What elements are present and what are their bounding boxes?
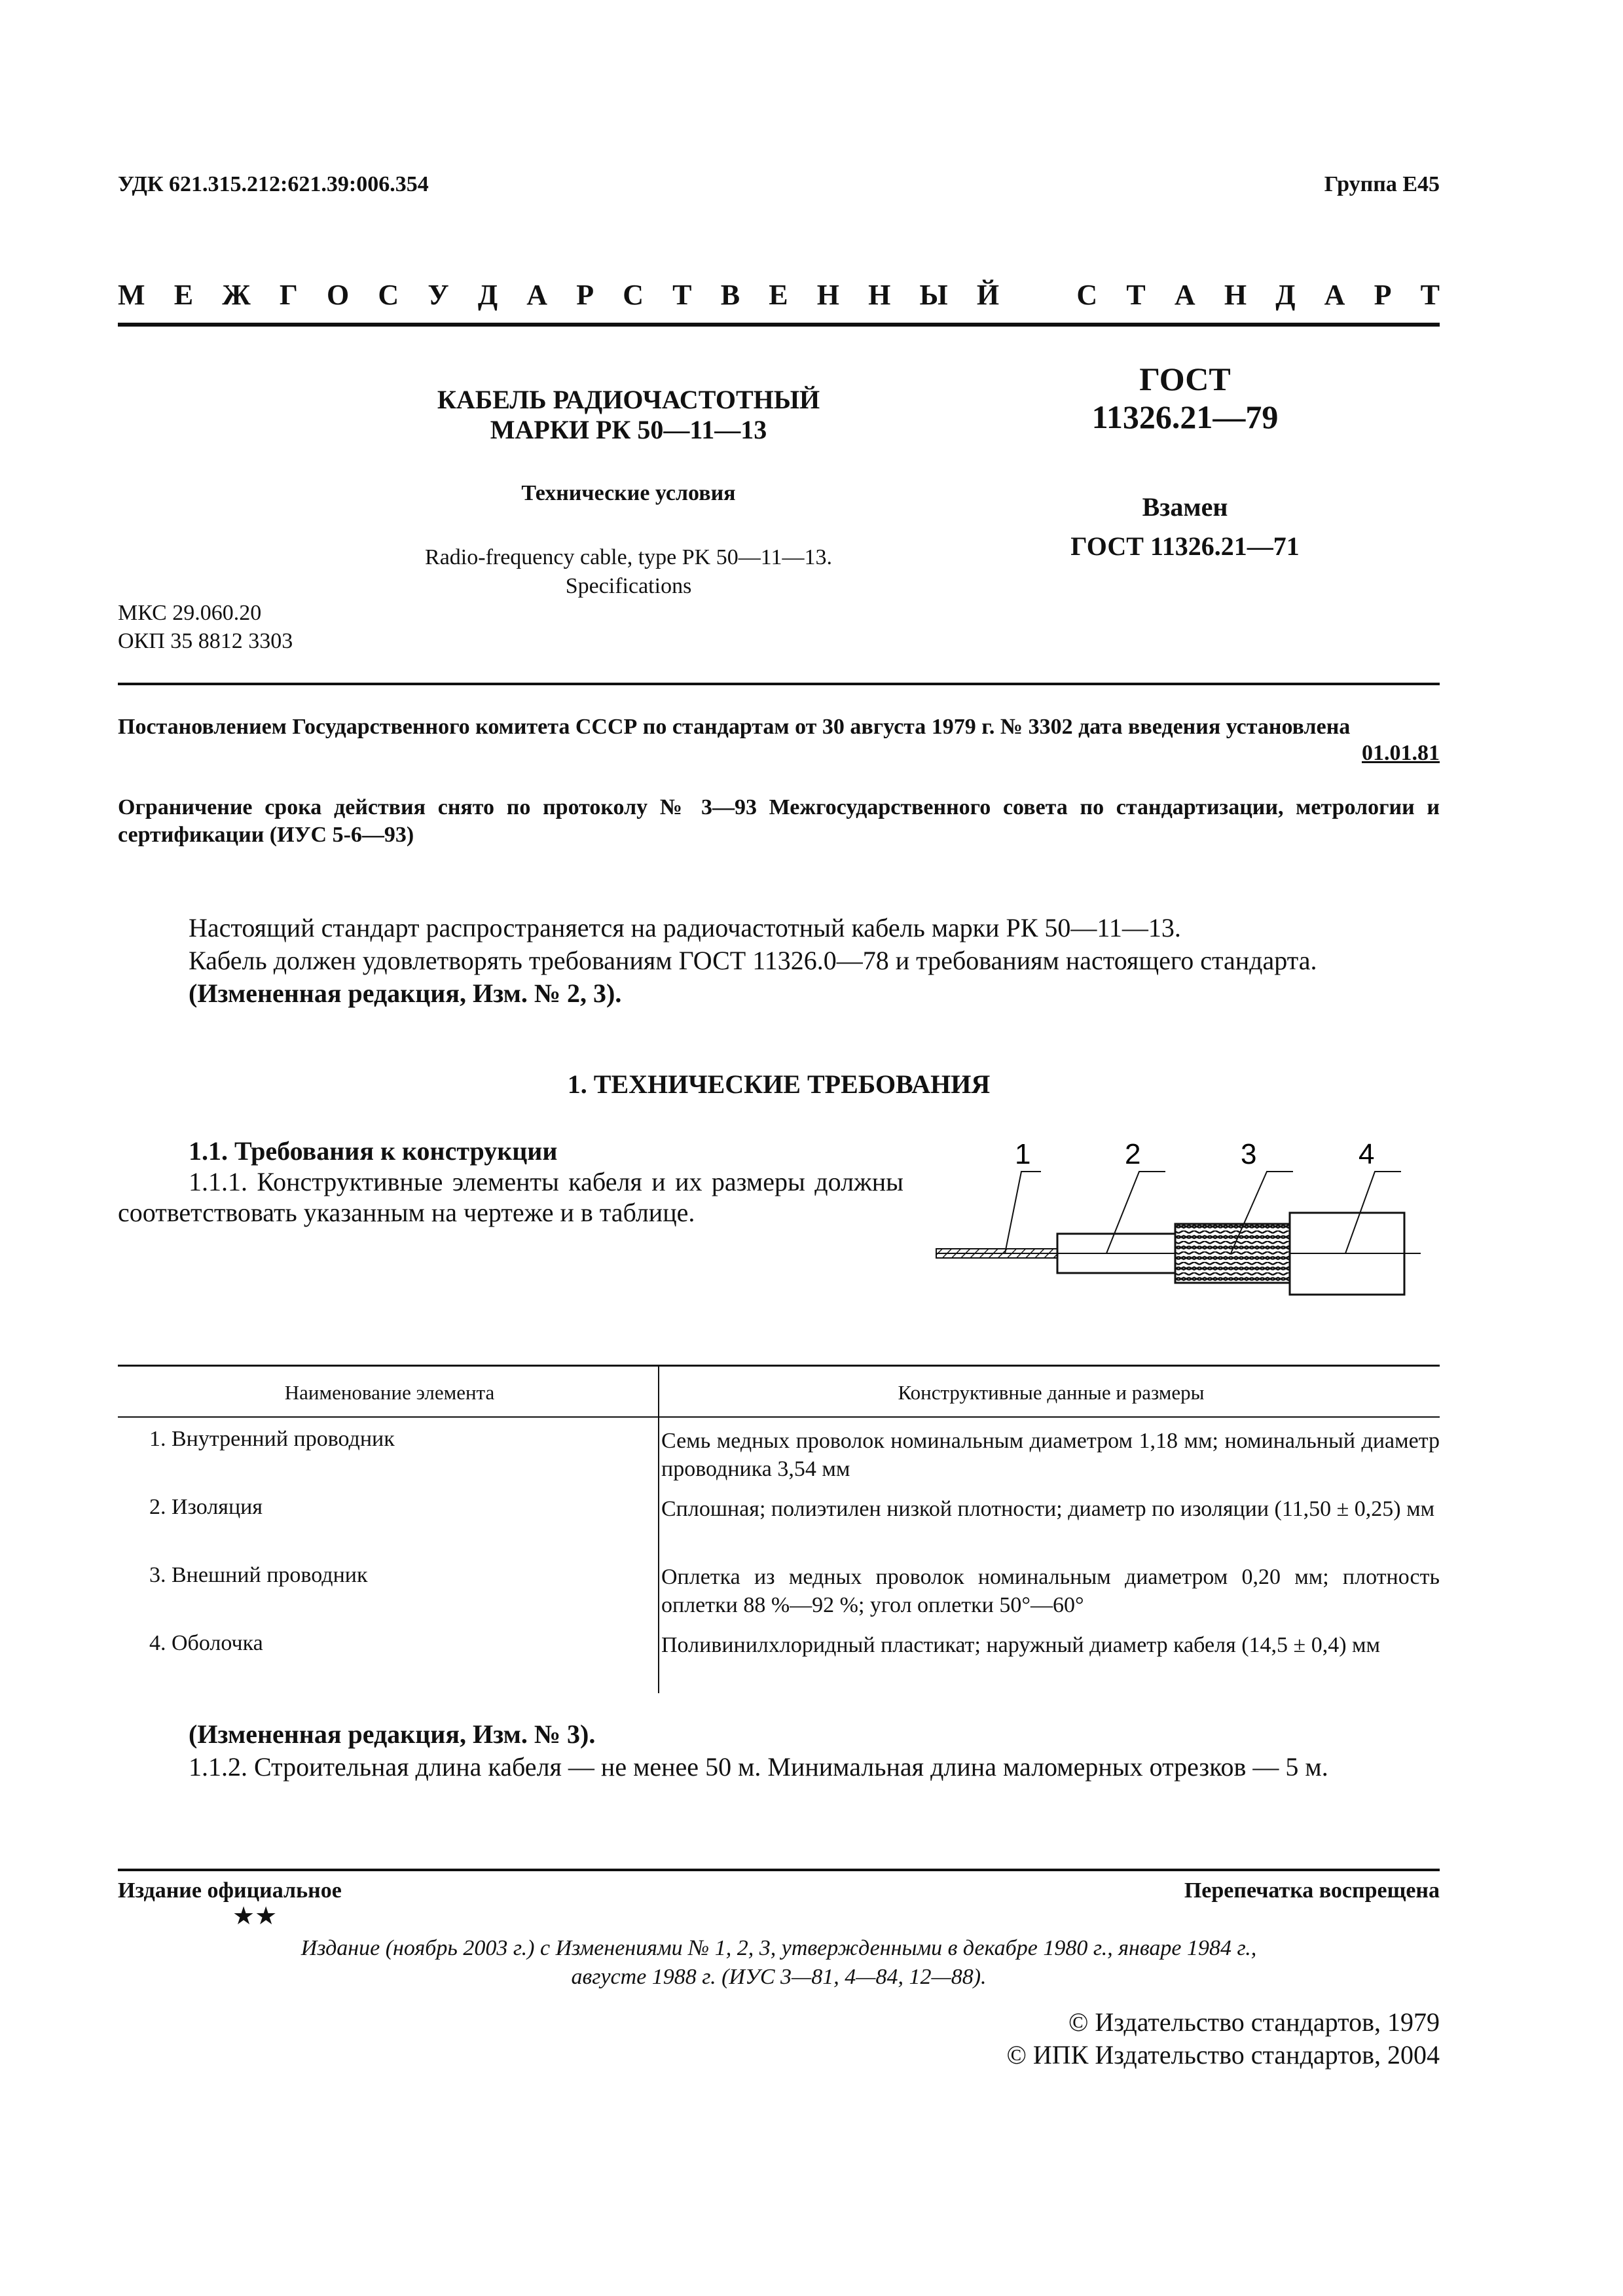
table-top-rule: [118, 1365, 1440, 1367]
title-line-2: МАРКИ РК 50—11—13: [490, 415, 767, 444]
word-gap: [1028, 278, 1048, 312]
okp-code: ОКП 35 8812 3303: [118, 629, 293, 653]
title-letter: Н: [868, 279, 891, 311]
cable-drawing: [917, 1126, 1440, 1309]
classification-codes: [118, 599, 293, 655]
group-code: Группа Е45: [1324, 172, 1440, 196]
title-letter: А: [526, 279, 548, 311]
gost-number: 11326.21—79: [1091, 399, 1279, 435]
document-title: [288, 385, 969, 445]
replaces-block: [1041, 488, 1329, 566]
title-letter: Р: [576, 279, 594, 311]
title-letter: С: [378, 279, 399, 311]
replaces-label: Взамен: [1142, 492, 1228, 522]
title-letter: Ж: [222, 279, 251, 311]
subtitle: Технические условия: [521, 481, 736, 505]
subsection-heading: 1.1. Требования к конструкции: [189, 1136, 558, 1166]
english-title-line-1: Radio-frequency cable, type PK 50—11—13.: [425, 545, 832, 569]
title-letter: А: [1174, 279, 1195, 311]
outer-conductor-shape: [1175, 1224, 1290, 1283]
table-cell-data: Сплошная; полиэтилен низкой плотности; диаметр по изоляции (11,50 ± 0,25) мм: [661, 1497, 1435, 1521]
edition-line-1: Издание (ноябрь 2003 г.) с Изменениями № 1, 2, 3, утвержденными в декабре 1980 г., январе 1984 г.,: [301, 1936, 1257, 1960]
drawing-label-2: 2: [1125, 1138, 1141, 1170]
title-line-1: КАБЕЛЬ РАДИОЧАСТОТНЫЙ: [437, 385, 820, 414]
title-letter: С: [1076, 279, 1098, 311]
title-letter: Н: [1224, 279, 1247, 311]
table-revision: (Измененная редакция, Изм. № 3).: [189, 1719, 596, 1749]
footer-rule: [118, 1869, 1440, 1871]
copyright-2004: © ИПК Издательство стандартов, 2004: [1006, 2040, 1440, 2070]
copyright-block: [1007, 2006, 1440, 2072]
edition-line-2: августе 1988 г. (ИУС 3—81, 4—84, 12—88).: [571, 1965, 987, 1989]
standard-type-title: [118, 278, 1440, 312]
intro-revision: (Измененная редакция, Изм. № 2, 3).: [189, 978, 622, 1008]
title-letter: О: [327, 279, 350, 311]
after-table-section: [118, 1718, 1440, 1784]
drawing-label-1: 1: [1015, 1138, 1031, 1170]
paragraph-1-1-2: 1.1.2. Строительная длина кабеля — не менее 50 м. Минимальная длина маломерных отрезков — 5 м.: [189, 1752, 1328, 1782]
header-rule: [118, 683, 1440, 685]
drawing-label-3: 3: [1241, 1138, 1257, 1170]
table-header-element: Наименование элемента: [284, 1381, 495, 1404]
title-letter: Е: [769, 279, 788, 311]
title-letter: Т: [672, 279, 692, 311]
drawing-label-4: 4: [1359, 1138, 1375, 1170]
title-letter: Д: [1275, 279, 1296, 311]
table-cell-element: 2. Изоляция: [149, 1495, 263, 1519]
replaced-standard: ГОСТ 11326.21—71: [1070, 531, 1300, 561]
english-title: [288, 543, 969, 601]
intro-section: [118, 912, 1440, 1010]
gost-label: ГОСТ: [1139, 361, 1231, 397]
title-letter: Н: [816, 279, 839, 311]
table-cell-data: Поливинилхлоридный пластикат; наружный диаметр кабеля (14,5 ± 0,4) мм: [661, 1633, 1381, 1657]
section-heading: 1. ТЕХНИЧЕСКИЕ ТРЕБОВАНИЯ: [567, 1069, 991, 1099]
title-letter: Г: [279, 279, 298, 311]
title-letter: Т: [1126, 279, 1146, 311]
gost-number-block: [1041, 360, 1329, 436]
english-title-line-2: Specifications: [565, 574, 692, 598]
official-edition: Издание официальное: [118, 1878, 342, 1903]
mks-code: МКС 29.060.20: [118, 601, 262, 625]
title-letter: Т: [1420, 279, 1440, 311]
limitation-text: Ограничение срока действия снято по протоколу № 3—93 Межгосударственного совета по стандартизации, метрологии и сертификации (ИУС 5-6—93): [118, 795, 1440, 847]
edition-note: [118, 1934, 1440, 1992]
table-cell-data: Семь медных проволок номинальным диаметром 1,18 мм; номинальный диаметр проводника 3,54 мм: [661, 1429, 1440, 1481]
table-column-divider: [658, 1365, 659, 1693]
inner-conductor-shape: [936, 1249, 1057, 1258]
paragraph-1-1-1: 1.1.1. Конструктивные элементы кабеля и их размеры должны соответствовать указанным на чертеже и в таблице.: [118, 1167, 903, 1227]
title-letter: Й: [976, 279, 1000, 311]
intro-paragraph-1: Настоящий стандарт распространяется на радиочастотный кабель марки РК 50—11—13.: [189, 913, 1181, 942]
copyright-1979: © Издательство стандартов, 1979: [1068, 2007, 1440, 2037]
title-letter: Р: [1374, 279, 1392, 311]
resolution-text: Постановлением Государственного комитета СССР по стандартам от 30 августа 1979 г. № 3302 дата введения установлена: [118, 715, 1351, 739]
reprint-prohibited: Перепечатка воспрещена: [1184, 1878, 1440, 1903]
table-header-rule: [118, 1416, 1440, 1418]
intro-paragraph-2: Кабель должен удовлетворять требованиям ГОСТ 11326.0—78 и требованиям настоящего стандарта.: [189, 946, 1317, 975]
table-cell-element: 1. Внутренний проводник: [149, 1427, 395, 1451]
title-rule: [118, 323, 1440, 327]
table-cell-element: 4. Оболочка: [149, 1631, 263, 1655]
title-letter: Д: [477, 279, 498, 311]
table-cell-data: Оплетка из медных проволок номинальным диаметром 0,20 мм; плотность оплетки 88 %—92 %; угол оплетки 50°—60°: [661, 1565, 1440, 1617]
title-letter: С: [623, 279, 644, 311]
table-header-data: Конструктивные данные и размеры: [898, 1381, 1205, 1404]
title-letter: А: [1324, 279, 1345, 311]
introduction-date: 01.01.81: [1362, 741, 1440, 765]
stars-mark: ★★: [232, 1901, 278, 1930]
title-letter: Ы: [919, 279, 948, 311]
subsection-1-1: [118, 1136, 903, 1228]
udk-code: УДК 621.315.212:621.39:006.354: [118, 172, 429, 196]
table-cell-element: 3. Внешний проводник: [149, 1563, 368, 1587]
title-letter: М: [118, 279, 145, 311]
title-letter: Е: [173, 279, 194, 311]
title-letter: В: [720, 279, 740, 311]
title-letter: У: [428, 279, 449, 311]
